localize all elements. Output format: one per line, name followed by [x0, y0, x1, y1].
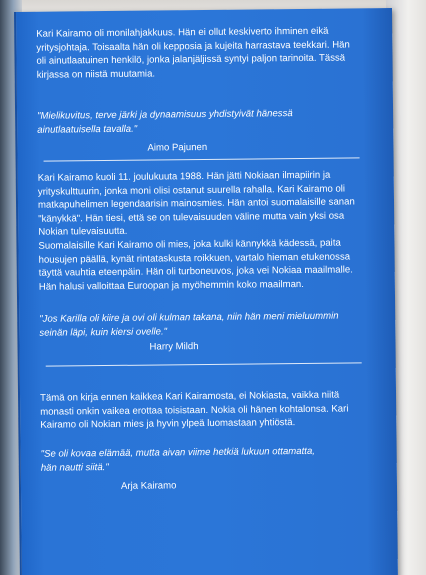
- quote2-author: Harry Mildh: [149, 341, 199, 353]
- quote3-author: Arja Kairamo: [120, 480, 177, 493]
- quote2-block: [39, 309, 371, 355]
- quote1-block: [37, 106, 369, 156]
- quote1-author: Aimo Pajunen: [147, 142, 208, 154]
- intro-paragraph: Kari Kairamo oli monilahjakkuus. Hän ei ollut keskiverto ihminen eikä yritysjohtaja. Toisaalta hän oli kepposia ja kujeita harrastava teekkari. Hän oli ainutlaatuinen henkilö, jonka jalanjäljissä syntyi paljon tarinoita. Tässä kirjassa on niistä muutamia.: [36, 25, 350, 81]
- closing-block: [40, 388, 372, 432]
- quote3-block: [41, 444, 373, 494]
- closing-paragraph: Tämä on kirja ennen kaikkea Kari Kairamosta, ei Nokiasta, vaikka niitä monasti onkin vaikea erottaa toisistaan. Nokia oli hänen kohtalonsa. Kari Kairamo oli Nokian mies ja hyvin ylpeä luomastaan yhtiöstä.: [39, 389, 349, 431]
- divider-1: [44, 157, 360, 161]
- bio-paragraph: Kari Kairamo kuoli 11. joulukuuta 1988. Hän jätti Nokiaan ilmapiirin ja yrityskulttuurin, jonka moni olisi ostanut suurella rahalla. Kari Kairamo oli matkapuhelimen legendaarisin mainosmies. Hän antoi suomalaisille sanan "känykkä". Hän tiesi, että se on tulevaisuuden väline mutta vain yksi osa Nokian tulevaisuutta. Suomalaisille Kari Kairamo oli mies, joka kulki kännykkä kädessä, paita housujen päällä, kynät rintataskusta roikkuen, vartalo hieman etukenossa täyttä vauhtia eteenpäin. Hän oli turboneuvos, joka vei Nokiaa maailmalle. Hän halusi valloittaa Euroopan ja myöhemmin koko maailman.: [37, 169, 355, 293]
- quote1-text: "Mielikuvitus, terve järki ja dynaamisuus yhdistyivät hänessä ainutlaatuisella tavalla.": [37, 108, 293, 136]
- cover-text-area: [36, 16, 374, 575]
- quote3-text: "Se oli kovaa elämää, mutta aivan viime hetkiä lukuun ottamatta, hän nautti siitä.": [40, 445, 315, 474]
- divider-2: [46, 362, 362, 366]
- book-back-cover: [14, 8, 398, 575]
- intro-block: [36, 24, 369, 82]
- quote2-text: "Jos Karilla oli kiire ja ovi oli kulman takana, niin hän meni mieluummin seinän läpi, kuin kiersi ovelle.": [39, 310, 339, 339]
- bio-block: [38, 168, 371, 294]
